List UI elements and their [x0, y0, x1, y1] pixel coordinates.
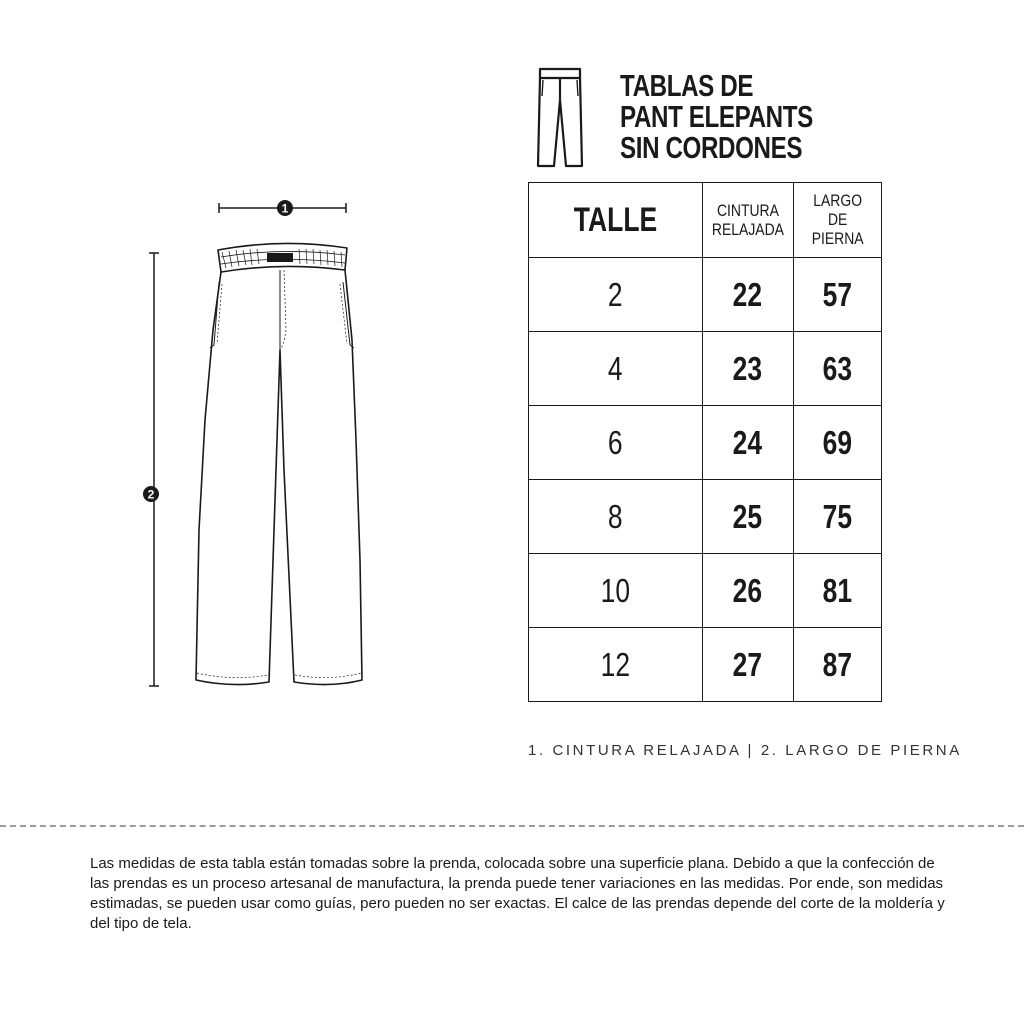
dashed-divider — [0, 825, 1024, 827]
table-header-row — [529, 183, 882, 258]
size-table — [528, 182, 882, 702]
table-row — [529, 332, 882, 406]
header-size: TALLE — [573, 200, 658, 239]
title-line-3: SIN CORDONES — [620, 130, 803, 165]
waistband-label-patch — [267, 253, 293, 262]
header-waist-cell — [702, 183, 793, 258]
table-row — [529, 258, 882, 332]
leg-cell: 69 — [822, 423, 852, 461]
waist-cell: 23 — [732, 349, 763, 387]
waist-measure-line — [219, 200, 346, 216]
waist-cell: 25 — [732, 497, 763, 535]
title-line-2: PANT ELEPANTS — [620, 99, 813, 134]
table-row — [529, 406, 882, 480]
header-leg-cell — [793, 183, 881, 258]
leg-cell: 75 — [822, 497, 852, 535]
header-leg: LARGO DE PIERNA — [811, 191, 864, 248]
table-row — [529, 554, 882, 628]
leg-cell: 63 — [822, 349, 852, 387]
waist-cell: 26 — [732, 571, 763, 609]
pants-outline — [196, 243, 362, 684]
pants-outline-icon — [534, 66, 586, 170]
size-cell: 8 — [607, 497, 623, 535]
size-cell: 10 — [600, 571, 630, 609]
waist-cell: 22 — [732, 275, 763, 313]
leg-cell: 57 — [822, 275, 852, 313]
size-cell: 2 — [607, 275, 623, 313]
header-size-cell — [529, 183, 703, 258]
pants-diagram — [0, 0, 400, 720]
table-row — [529, 628, 882, 702]
marker-2-label: 2 — [147, 487, 155, 502]
leg-measure-line — [143, 253, 159, 686]
measurement-legend: 1. CINTURA RELAJADA | 2. LARGO DE PIERNA — [528, 742, 962, 759]
size-cell: 6 — [607, 423, 623, 461]
disclaimer-text: Las medidas de esta tabla están tomadas sobre la prenda, colocada sobre una superficie plana. Debido a que la confección de las prendas es un proceso artesanal de manufactura, la prenda puede tener variaciones en las medidas. Por ende, son medidas estimadas, se pueden usar como guías, pero pueden no ser exactas. El calce de las prendas depende del corte de la moldería y del tipo de tela. — [90, 855, 945, 932]
waist-cell: 27 — [732, 645, 763, 683]
title-line-1: TABLAS DE — [620, 68, 754, 103]
leg-cell: 81 — [822, 571, 852, 609]
page-title — [620, 70, 867, 163]
size-cell: 12 — [600, 645, 630, 683]
waist-cell: 24 — [732, 423, 763, 461]
marker-1-label: 1 — [281, 201, 289, 216]
size-cell: 4 — [607, 349, 623, 387]
leg-cell: 87 — [822, 645, 852, 683]
header-waist: CINTURA RELAJADA — [711, 200, 784, 239]
table-row — [529, 480, 882, 554]
